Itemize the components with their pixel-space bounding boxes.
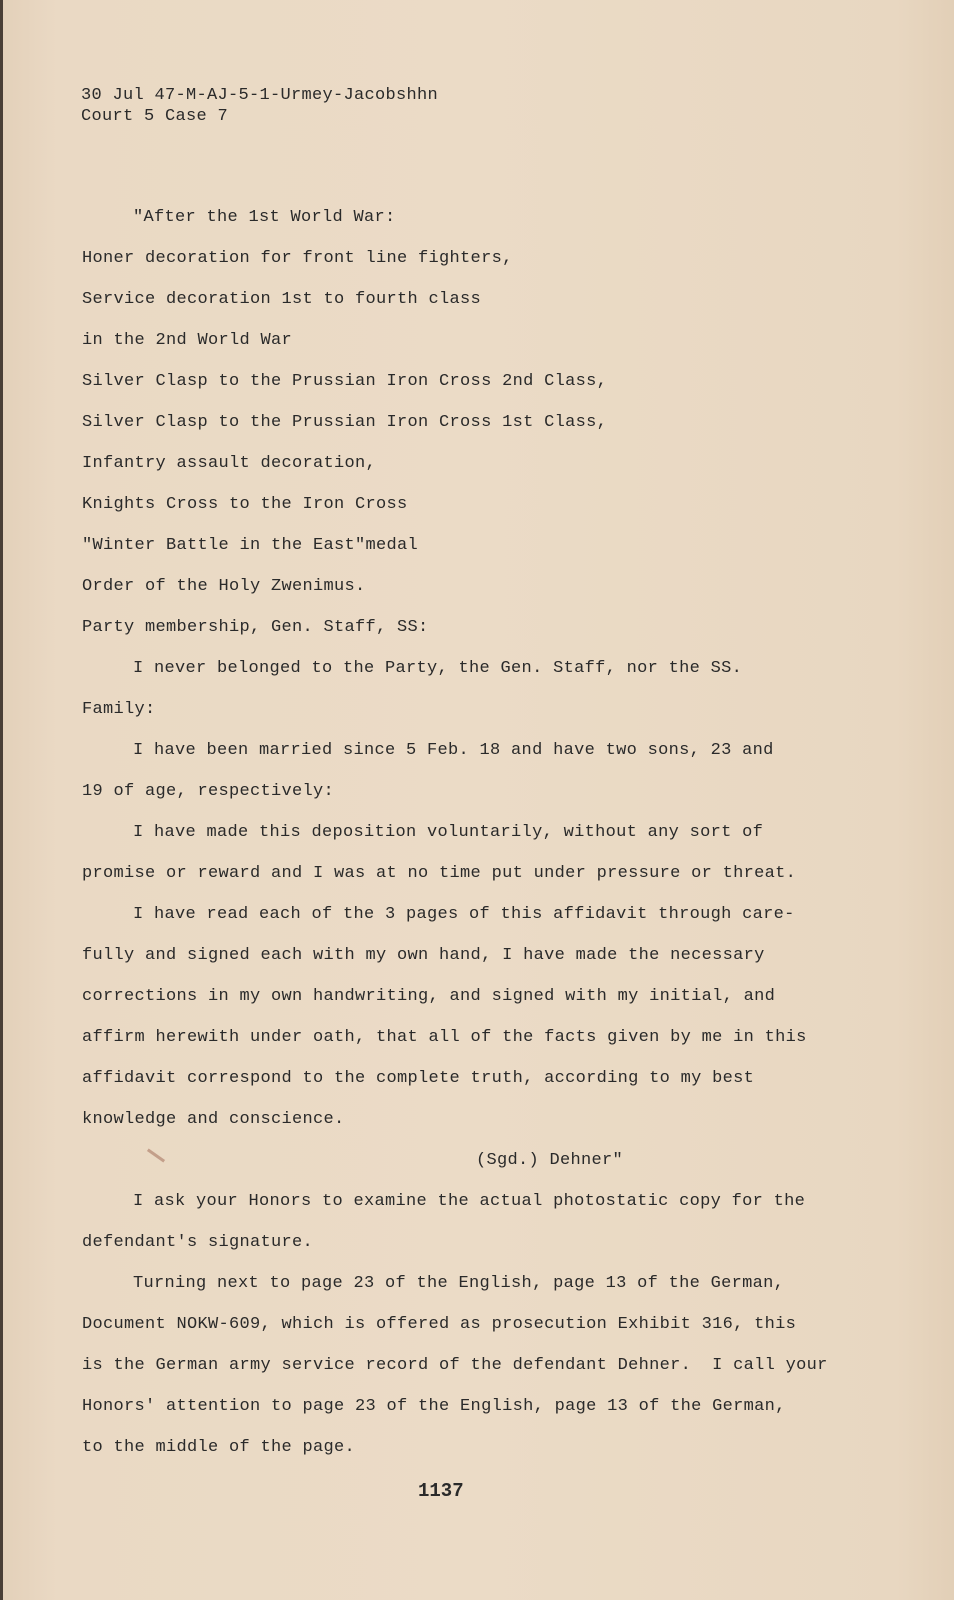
body-line: promise or reward and I was at no time put under pressure or threat. [82,864,797,883]
header-line-2: Court 5 Case 7 [81,107,229,126]
body-line: "After the 1st World War: [133,208,396,227]
body-line: "Winter Battle in the East"medal [82,536,419,555]
body-line: 19 of age, respectively: [82,782,335,801]
body-line: Service decoration 1st to fourth class [82,290,482,309]
body-line: defendant's signature. [82,1233,314,1252]
signature-line: (Sgd.) Dehner" [476,1151,624,1170]
body-line: I have read each of the 3 pages of this affidavit through care- [133,905,795,924]
body-line: I ask your Honors to examine the actual photostatic copy for the [133,1192,806,1211]
body-line: is the German army service record of the defendant Dehner. I call your [82,1356,828,1375]
body-line: Document NOKW-609, which is offered as prosecution Exhibit 316, this [82,1315,797,1334]
body-line: affirm herewith under oath, that all of the facts given by me in this [82,1028,807,1047]
body-line: Silver Clasp to the Prussian Iron Cross 2nd Class, [82,372,608,391]
body-line: I never belonged to the Party, the Gen. Staff, nor the SS. [133,659,743,678]
body-line: Party membership, Gen. Staff, SS: [82,618,429,637]
body-line: Family: [82,700,156,719]
body-line: to the middle of the page. [82,1438,356,1457]
body-line: in the 2nd World War [82,331,293,350]
page-number: 1137 [418,1480,464,1502]
body-line: Knights Cross to the Iron Cross [82,495,408,514]
body-line: Silver Clasp to the Prussian Iron Cross 1st Class, [82,413,608,432]
body-line: corrections in my own handwriting, and signed with my initial, and [82,987,776,1006]
body-line: Honors' attention to page 23 of the English, page 13 of the German, [82,1397,786,1416]
body-line: affidavit correspond to the complete truth, according to my best [82,1069,755,1088]
page-edge [0,0,3,1600]
body-line: I have been married since 5 Feb. 18 and have two sons, 23 and [133,741,774,760]
body-line: Turning next to page 23 of the English, page 13 of the German, [133,1274,785,1293]
pencil-mark [147,1149,165,1163]
header-line-1: 30 Jul 47-M-AJ-5-1-Urmey-Jacobshhn [81,86,439,105]
body-line: Order of the Holy Zwenimus. [82,577,366,596]
body-line: Honer decoration for front line fighters, [82,249,513,268]
body-line: knowledge and conscience. [82,1110,345,1129]
body-line: I have made this deposition voluntarily, without any sort of [133,823,764,842]
body-line: fully and signed each with my own hand, I have made the necessary [82,946,765,965]
body-line: Infantry assault decoration, [82,454,377,473]
